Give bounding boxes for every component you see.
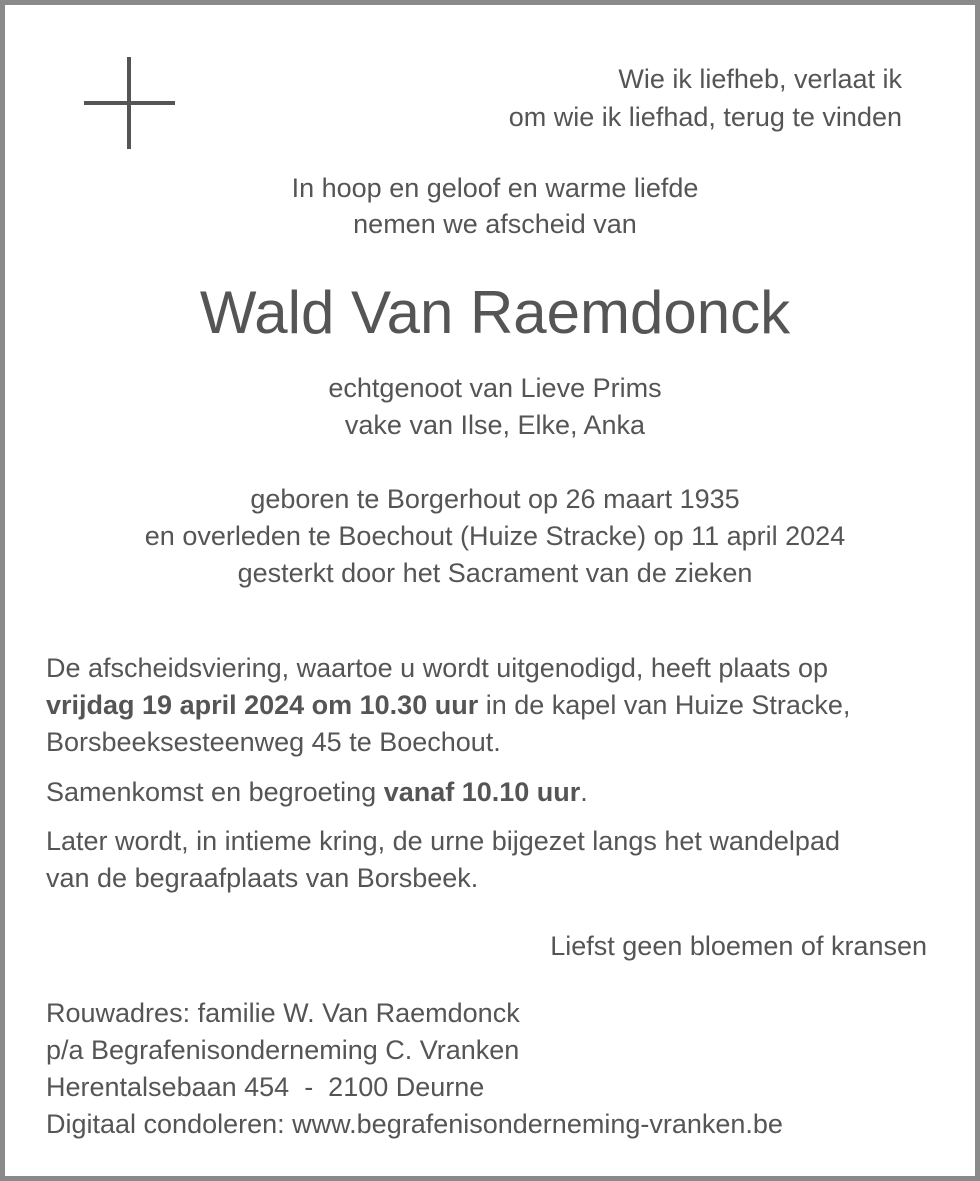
- gathering-line: [46, 774, 966, 811]
- life-line: en overleden te Boechout (Huize Stracke) op 11 april 2024: [144, 521, 846, 551]
- ceremony-line: [46, 687, 966, 724]
- ceremony-line: De afscheidsviering, waartoe u wordt uitgenodigd, heeft plaats op: [46, 653, 828, 683]
- life-dates: [5, 481, 980, 592]
- ceremony-line: Borsbeeksesteenweg 45 te Boechout.: [46, 727, 501, 757]
- condolence-website: Digitaal condoleren: www.begrafenisonderneming-vranken.be: [46, 1109, 783, 1139]
- relations-line: vake van Ilse, Elke, Anka: [344, 410, 646, 440]
- deceased-name: Wald Van Raemdonck: [199, 279, 791, 346]
- relations-line: echtgenoot van Lieve Prims: [328, 373, 662, 403]
- address-line: Rouwadres: familie W. Van Raemdonck: [46, 998, 520, 1028]
- ceremony-location: in de kapel van Huize Stracke,: [478, 690, 851, 720]
- urn-line: van de begraafplaats van Borsbeek.: [46, 863, 479, 893]
- motto-line: om wie ik liefhad, terug te vinden: [508, 102, 902, 132]
- motto-quote: [509, 60, 902, 136]
- intro-text: [5, 170, 980, 242]
- gathering-paragraph: [46, 774, 966, 811]
- intro-line: nemen we afscheid van: [353, 209, 637, 239]
- address-line: Herentalsebaan 454 - 2100 Deurne: [46, 1072, 485, 1102]
- gathering-prefix: Samenkomst en begroeting: [46, 777, 384, 807]
- life-line: gesterkt door het Sacrament van de zieken: [237, 558, 753, 588]
- urn-paragraph: [46, 823, 966, 897]
- ceremony-date: vrijdag 19 april 2024 om 10.30 uur: [46, 690, 479, 720]
- address-line: p/a Begrafenisonderneming C. Vranken: [46, 1035, 520, 1065]
- life-line: geboren te Borgerhout op 26 maart 1935: [250, 484, 740, 514]
- mourning-address: [46, 995, 783, 1143]
- ceremony-paragraph: [46, 650, 966, 761]
- motto-line: Wie ik liefheb, verlaat ik: [618, 64, 902, 94]
- urn-line: Later wordt, in intieme kring, de urne bijgezet langs het wandelpad: [46, 826, 840, 856]
- relations-text: [5, 370, 980, 444]
- no-flowers-note: Liefst geen bloemen of kransen: [550, 931, 927, 961]
- cross-horizontal-bar: [84, 101, 175, 105]
- gathering-suffix: .: [580, 777, 588, 807]
- gathering-time: vanaf 10.10 uur: [383, 777, 581, 807]
- intro-line: In hoop en geloof en warme liefde: [291, 173, 699, 203]
